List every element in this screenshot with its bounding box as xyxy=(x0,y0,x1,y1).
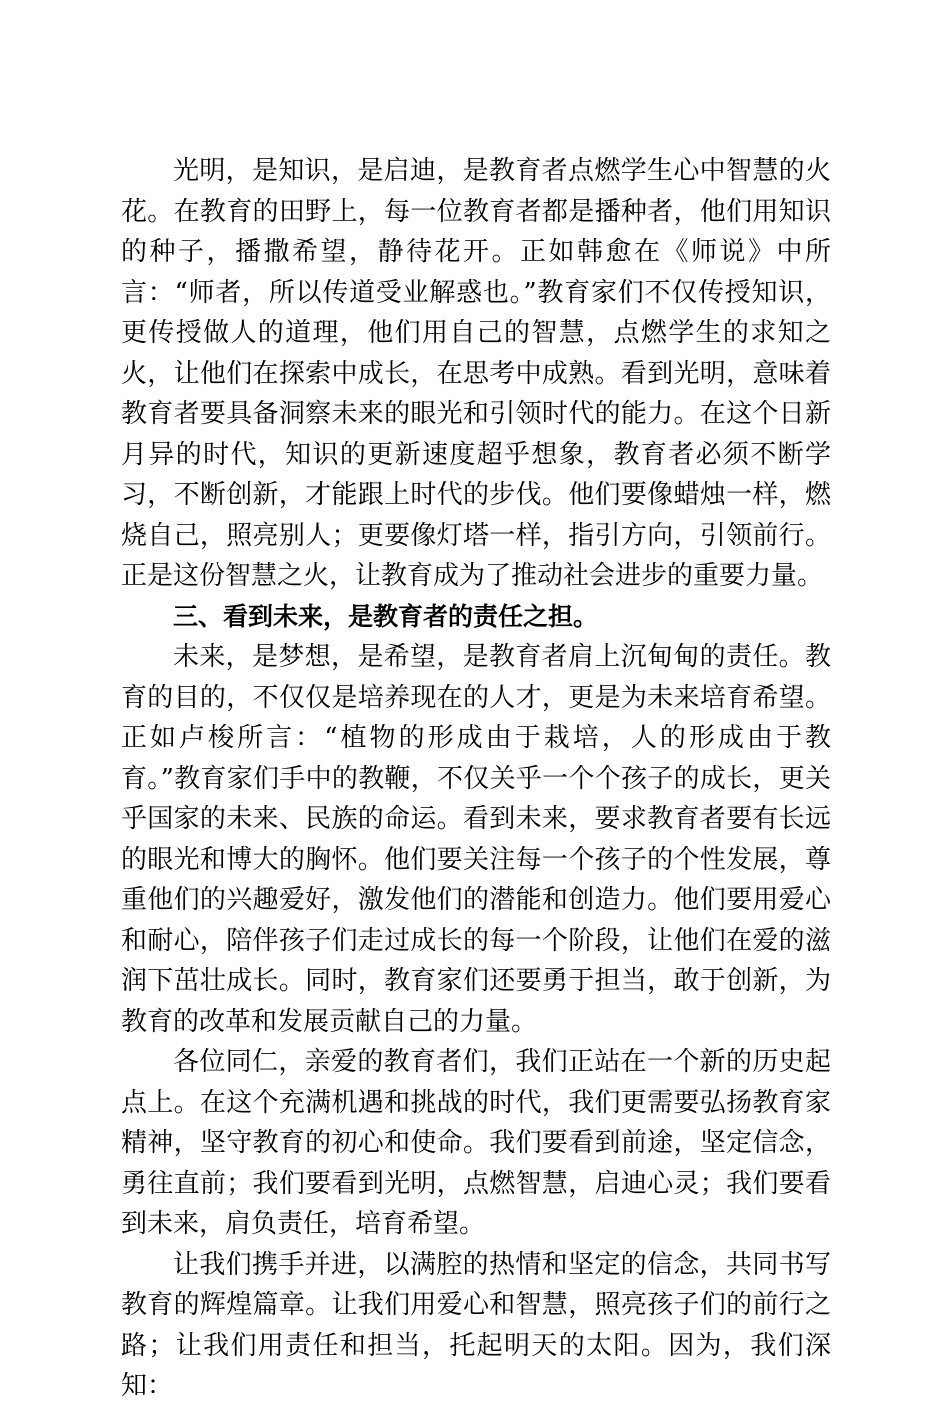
paragraph-colleagues: 各位同仁，亲爱的教育者们，我们正站在一个新的历史起点上。在这个充满机遇和挑战的时代，我们更需要弘扬教育家精神，坚守教育的初心和使命。我们要看到前途，坚定信念，勇往直前；我们要看到光明，点燃智慧，启迪心灵；我们要看到未来，肩负责任，培育希望。 xyxy=(121,1047,831,1239)
paragraph-closing: 让我们携手并进，以满腔的热情和坚定的信念，共同书写教育的辉煌篇章。让我们用爱心和智慧，照亮孩子们的前行之路；让我们用责任和担当，托起明天的太阳。因为，我们深知： xyxy=(121,1249,831,1401)
section-heading-future: 三、看到未来，是教育者的责任之担。 xyxy=(173,601,599,631)
document-body xyxy=(121,151,831,1407)
paragraph-future: 未来，是梦想，是希望，是教育者肩上沉甸甸的责任。教育的目的，不仅仅是培养现在的人才，更是为未来培育希望。正如卢梭所言：“植物的形成由于栽培，人的形成由于教育。”教育家们手中的教鞭，不仅关乎一个个孩子的成长，更关乎国家的未来、民族的命运。看到未来，要求教育者要有长远的眼光和博大的胸怀。他们要关注每一个孩子的个性发展，尊重他们的兴趣爱好，激发他们的潜能和创造力。他们要用爱心和耐心，陪伴孩子们走过成长的每一个阶段，让他们在爱的滋润下茁壮成长。同时，教育家们还要勇于担当，敢于创新，为教育的改革和发展贡献自己的力量。 xyxy=(121,642,831,1037)
paragraph-light: 光明，是知识，是启迪，是教育者点燃学生心中智慧的火花。在教育的田野上，每一位教育者都是播种者，他们用知识的种子，播撒希望，静待花开。正如韩愈在《师说》中所言：“师者，所以传道受业解惑也。”教育家们不仅传授知识，更传授做人的道理，他们用自己的智慧，点燃学生的求知之火，让他们在探索中成长，在思考中成熟。看到光明，意味着教育者要具备洞察未来的眼光和引领时代的能力。在这个日新月异的时代，知识的更新速度超乎想象，教育者必须不断学习，不断创新，才能跟上时代的步伐。他们要像蜡烛一样，燃烧自己，照亮别人；更要像灯塔一样，指引方向，引领前行。正是这份智慧之火，让教育成为了推动社会进步的重要力量。 xyxy=(121,156,831,591)
